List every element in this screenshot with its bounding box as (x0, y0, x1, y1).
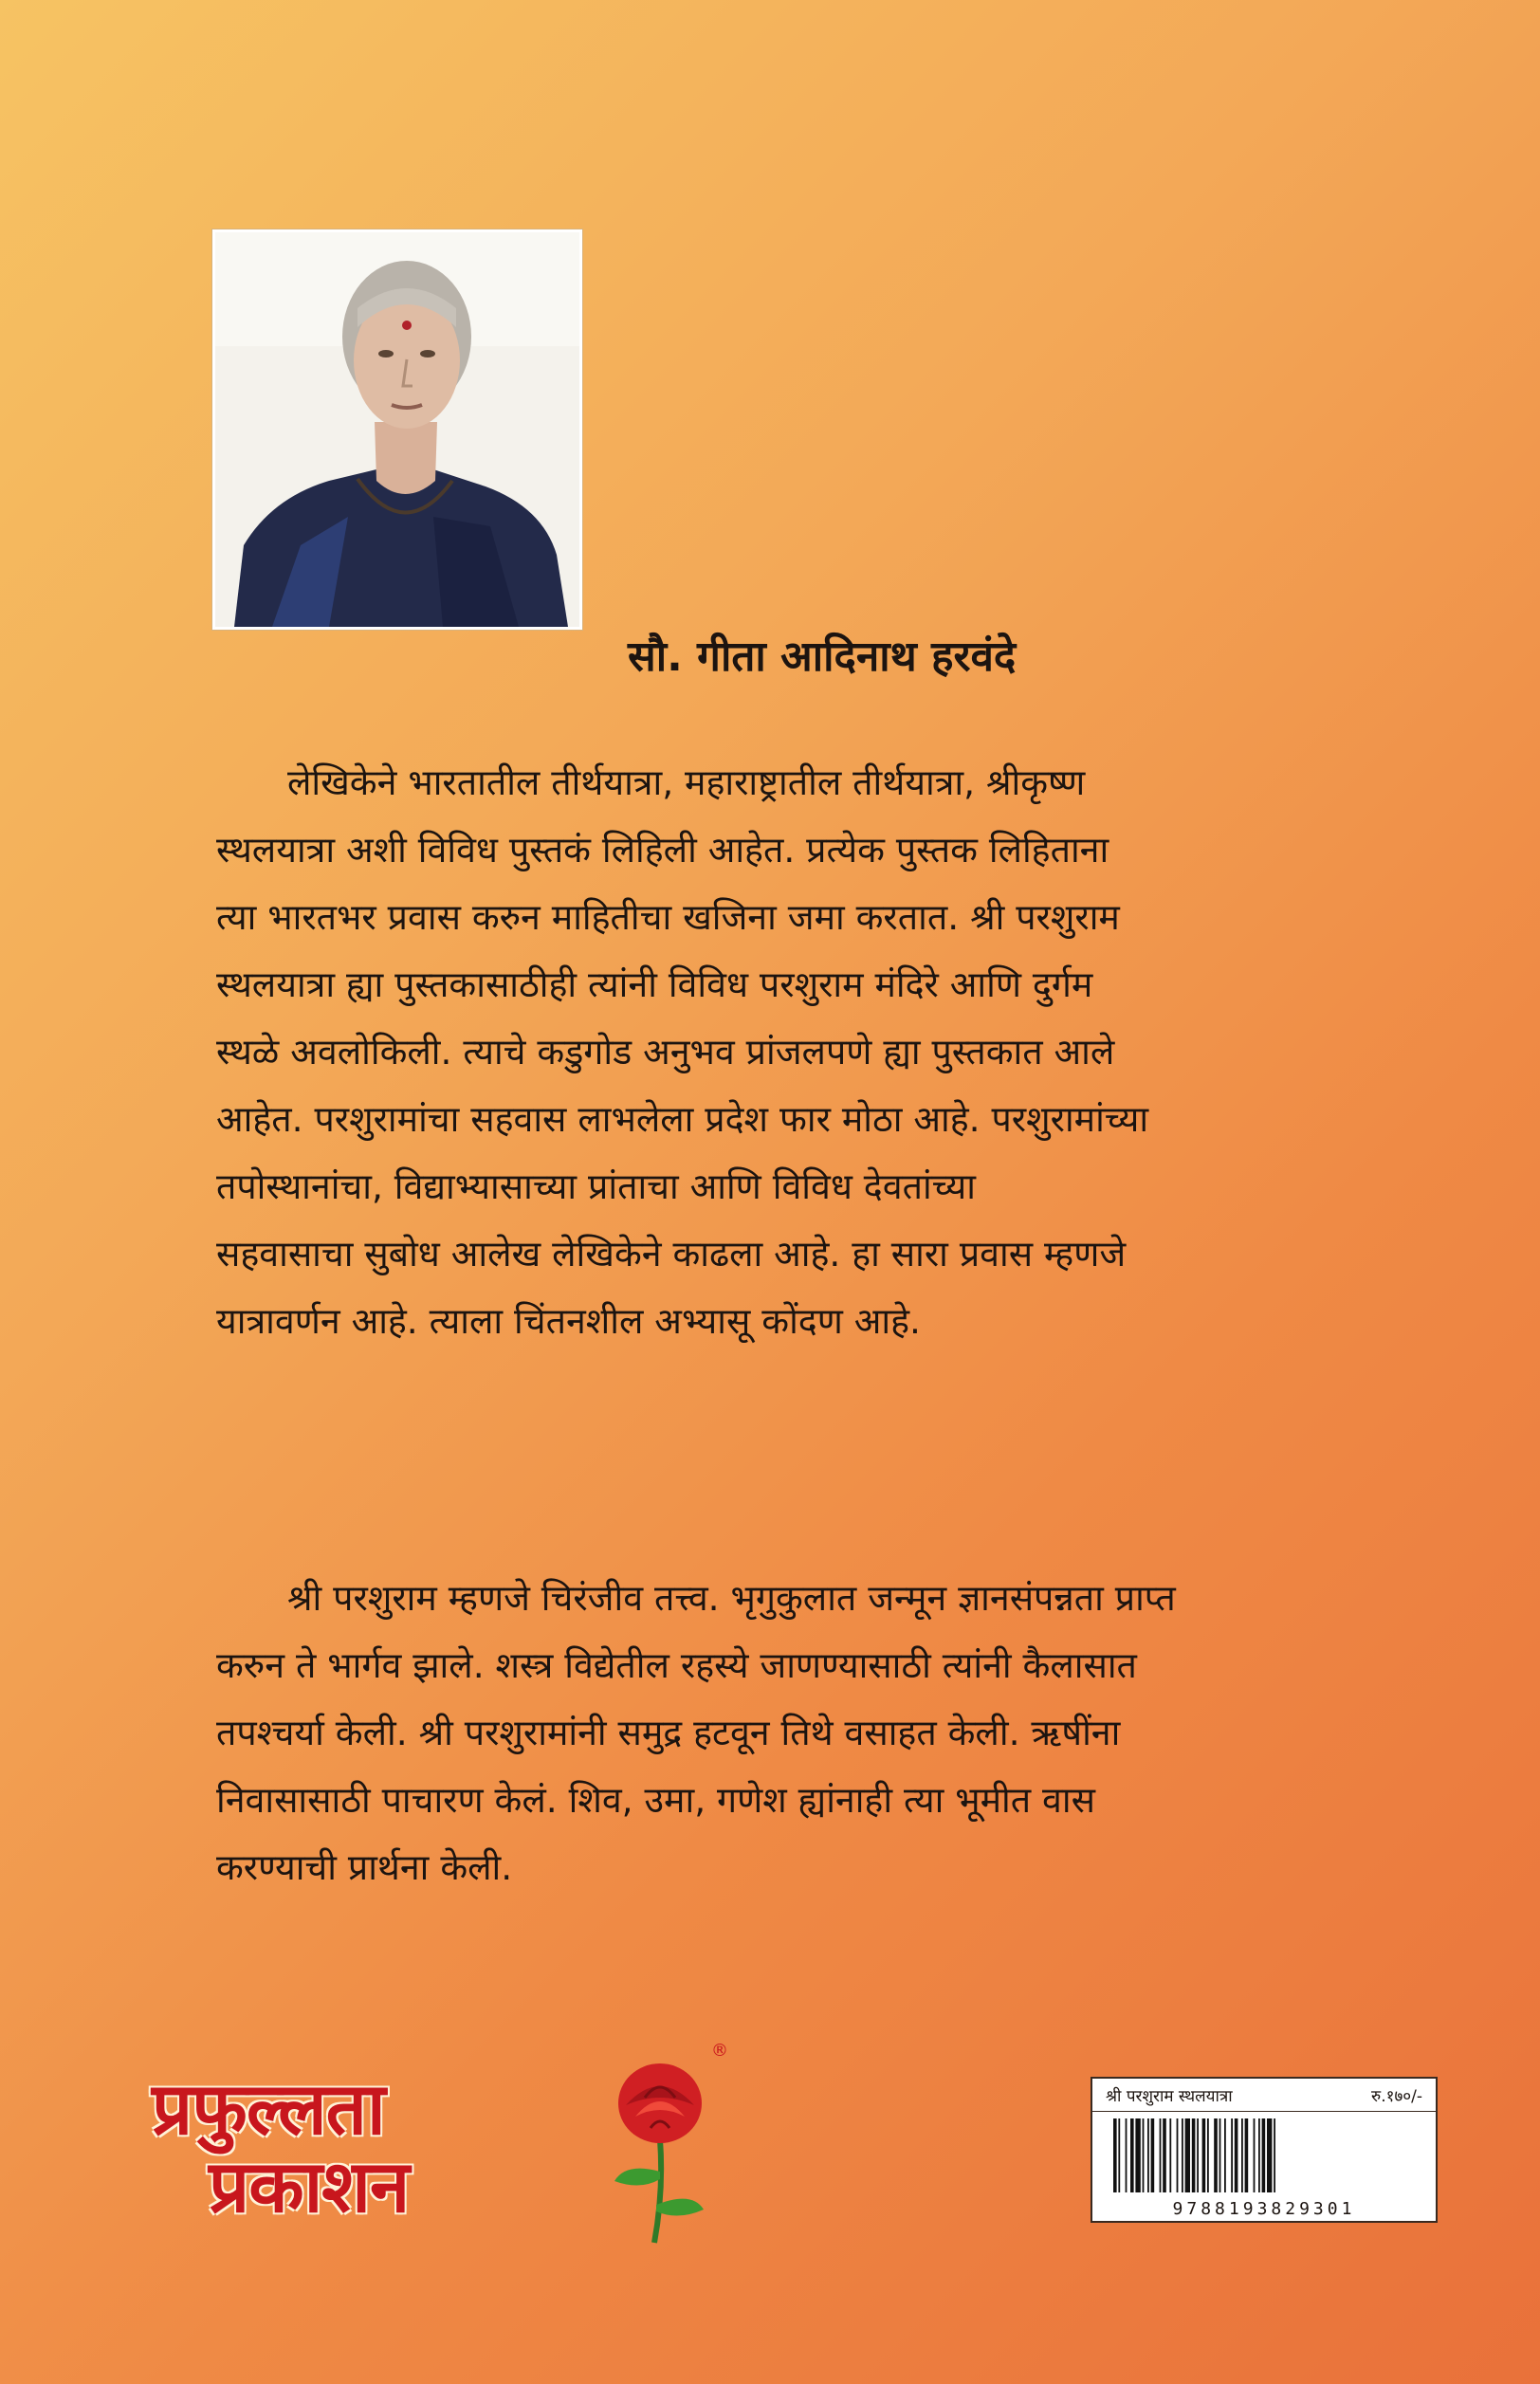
barcode-bar (1214, 2118, 1218, 2192)
barcode-bar (1274, 2118, 1275, 2192)
barcode-bar (1245, 2118, 1249, 2192)
barcode-bar (1160, 2118, 1162, 2192)
text-line: स्थळे अवलोकिली. त्याचे कडुगोड अनुभव प्रांजलपणे ह्या पुस्तकात आले (216, 1031, 1115, 1073)
barcode-bar (1192, 2118, 1196, 2192)
barcode-bar (1202, 2118, 1206, 2192)
barcode-bar (1267, 2118, 1272, 2192)
author-photo (212, 229, 582, 630)
text-line: स्थलयात्रा ह्या पुस्तकासाठीही त्यांनी विविध परशुराम मंदिरे आणि दुर्गम (216, 963, 1093, 1005)
barcode-bar (1126, 2118, 1128, 2192)
barcode-bar (1143, 2118, 1145, 2192)
text-line: स्थलयात्रा अशी विविध पुस्तकं लिहिली आहेत. प्रत्येक पुस्तक लिहिताना (216, 829, 1109, 871)
barcode-bar (1177, 2118, 1179, 2192)
barcode-header (1092, 2079, 1436, 2112)
description-paragraph-2 (216, 1565, 1307, 1901)
text-line: यात्रावर्णन आहे. त्याला चिंतनशील अभ्यासू कोंदण आहे. (216, 1300, 921, 1342)
barcode-label (1091, 2077, 1438, 2223)
text-line: निवासासाठी पाचारण केलं. शिव, उमा, गणेश ह्यांनाही त्या भूमीत वास (216, 1779, 1095, 1821)
barcode-bar (1254, 2118, 1256, 2192)
text-line: करण्याची प्रार्थना केली. (216, 1846, 513, 1888)
barcode-bar (1224, 2118, 1226, 2192)
publisher-name-line-1: प्रफुल्लता (152, 2066, 385, 2151)
barcode-bar (1169, 2118, 1171, 2192)
text-line: तपश्चर्या केली. श्री परशुरामांनी समुद्र हटवून तिथे वसाहत केली. ऋषींना (216, 1712, 1121, 1753)
text-line: करुन ते भार्गव झाले. शस्त्र विद्येतील रहस्ये जाणण्यासाठी त्यांनी कैलासात (216, 1644, 1137, 1686)
publisher-name-line-2: प्रकाशन (209, 2144, 410, 2228)
barcode-bar (1185, 2118, 1190, 2192)
registered-mark: ® (711, 2041, 728, 2061)
barcode-book-title: श्री परशुराम स्थलयात्रा (1106, 2087, 1233, 2106)
price-label: रु.१७०/- (1371, 2087, 1422, 2106)
barcode-bar (1219, 2118, 1221, 2192)
isbn-digits: 9788193829301 (1172, 2199, 1356, 2219)
portrait-image (215, 232, 579, 627)
text-line: आहेत. परशुरामांचा सहवास लाभलेला प्रदेश फार मोठा आहे. परशुरामांच्या (216, 1098, 1149, 1140)
barcode-bars (1113, 2118, 1415, 2192)
rose-icon (597, 2048, 721, 2247)
barcode-bar (1130, 2118, 1134, 2192)
barcode-bar (1135, 2118, 1140, 2192)
text-line: श्री परशुराम म्हणजे चिरंजीव तत्त्व. भृगुकुलात जन्मून ज्ञानसंपन्नता प्राप्त (287, 1577, 1176, 1619)
text-line: त्या भारतभर प्रवास करुन माहितीचा खजिना जमा करतात. श्री परशुराम (216, 896, 1120, 938)
description-paragraph-1 (216, 749, 1307, 1355)
text-line: लेखिकेने भारतातील तीर्थयात्रा, महाराष्ट्रातील तीर्थयात्रा, श्रीकृष्ण (287, 761, 1086, 803)
barcode-bar (1197, 2118, 1199, 2192)
barcode-bar (1147, 2118, 1149, 2192)
barcode-bar (1118, 2118, 1120, 2192)
author-name: सौ. गीता आदिनाथ हरवंदे (628, 633, 1017, 681)
barcode-bar (1258, 2118, 1260, 2192)
barcode-bar (1182, 2118, 1183, 2192)
barcode-bar (1151, 2118, 1155, 2192)
barcode-bar (1235, 2118, 1238, 2192)
text-line: तपोस्थानांचा, विद्याभ्यासाच्या प्रांताचा आणि विविध देवतांच्या (216, 1165, 976, 1207)
barcode-bar (1262, 2118, 1266, 2192)
barcode-bar (1241, 2118, 1243, 2192)
barcode-bar (1231, 2118, 1233, 2192)
barcode-bar (1113, 2118, 1117, 2192)
publisher-logo (152, 2041, 728, 2247)
barcode-bar (1207, 2118, 1209, 2192)
barcode-bar (1163, 2118, 1166, 2192)
text-line: सहवासाचा सुबोध आलेख लेखिकेने काढला आहे. हा सारा प्रवास म्हणजे (216, 1233, 1127, 1275)
